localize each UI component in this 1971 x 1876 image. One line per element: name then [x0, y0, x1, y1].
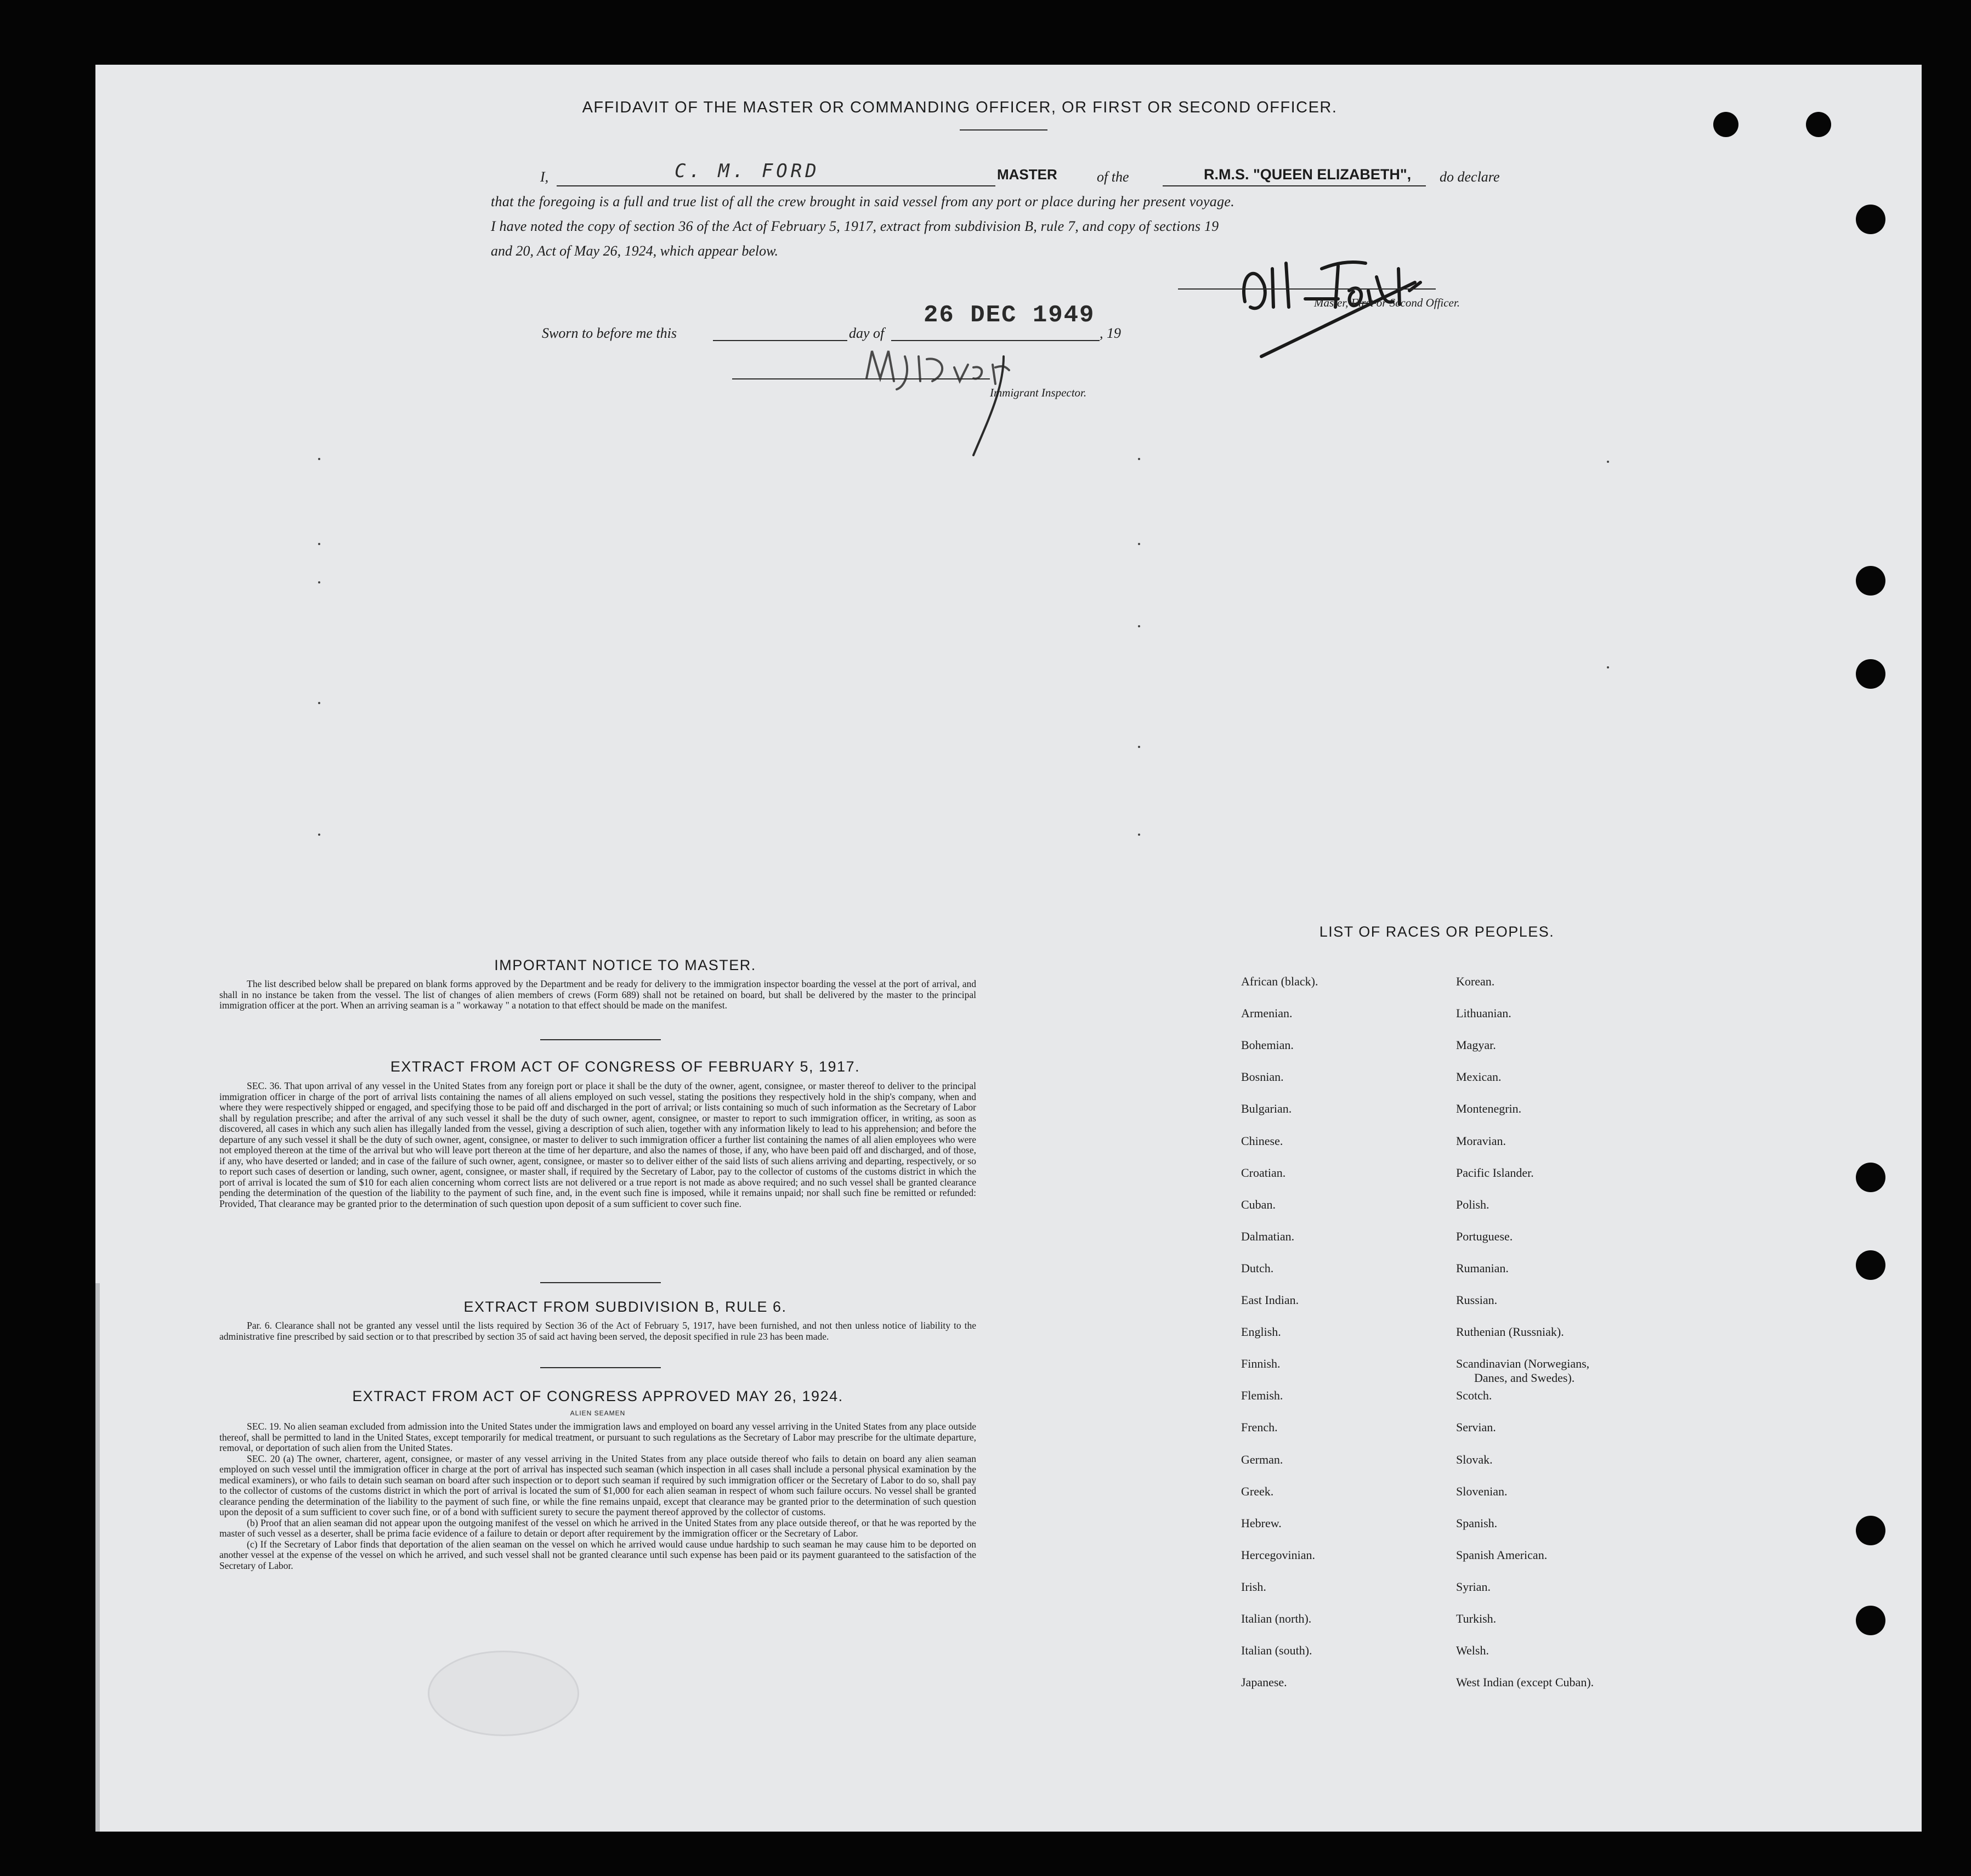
race-scandinavian-continued: Danes, and Swedes). [1474, 1371, 1575, 1385]
race-item: French. [1241, 1420, 1278, 1435]
race-item: Chinese. [1241, 1133, 1283, 1148]
race-item: Slovenian. [1456, 1484, 1508, 1498]
race-item: Rumanian. [1456, 1261, 1509, 1275]
rule-6-text: Par. 6. Clearance shall not be granted any vessel until the lists required by Section 36 of the Act of February 5, 1917, have been furnished, and not then unless notice of liability to the administrative fine prescribed by said section or to that prescribed by section 35 of said act having been served, the deposit specified in rule 23 has been made. [219, 1320, 976, 1342]
punch-hole [1856, 205, 1885, 234]
inspector-signature-line [732, 378, 990, 379]
race-item: East Indian. [1241, 1293, 1299, 1307]
affidavit-line-4: and 20, Act of May 26, 1924, which appear below. [491, 243, 779, 259]
section-19-text: SEC. 19. No alien seaman excluded from admission into the United States under the immigration laws and employed on board any vessel arriving in the United States from any place outside thereof, shall be permitted to land in the United States, except temporarily for medical treatment, or pursuant to such regulations as the Secretary of Labor may prescribe for the ultimate departure, removal, or deportation of such alien from the United States. [219, 1421, 976, 1453]
race-item: Ruthenian (Russniak). [1456, 1325, 1564, 1339]
race-item: Lithuanian. [1456, 1006, 1511, 1021]
race-item: Slovak. [1456, 1452, 1493, 1466]
notice-rule [540, 1039, 661, 1040]
races-title: LIST OF RACES OR PEOPLES. [1319, 923, 1555, 940]
paper-edge-shadow [95, 1283, 100, 1832]
race-item: German. [1241, 1452, 1283, 1466]
race-item: Hebrew. [1241, 1516, 1282, 1530]
extract-rule6-body [219, 1320, 976, 1342]
punch-hole [1713, 112, 1738, 137]
race-item: Italian (south). [1241, 1643, 1312, 1658]
race-item: Armenian. [1241, 1006, 1293, 1021]
race-item: Spanish American. [1456, 1548, 1548, 1562]
race-item: West Indian (except Cuban). [1456, 1675, 1594, 1690]
scan-speck [1138, 458, 1140, 460]
inspector-signature [856, 340, 1042, 461]
race-item: Italian (north). [1241, 1612, 1312, 1625]
race-item: Turkish. [1456, 1612, 1497, 1625]
race-item: Cuban. [1241, 1197, 1276, 1211]
race-item: Hercegovinian. [1241, 1548, 1315, 1562]
punch-hole [1856, 566, 1885, 596]
scan-speck [318, 702, 320, 704]
race-item: English. [1241, 1325, 1281, 1339]
race-item: Welsh. [1456, 1643, 1489, 1658]
section-20b-text: (b) Proof that an alien seaman did not appear upon the outgoing manifest of the vessel on which he arrived in the United States from any place outside thereof, or that he was reported by the master of such vessel as a deserter, shall be prima facie evidence of a failure to detain or deport after requirement by the immigration officer or the Secretary of Labor. [219, 1517, 976, 1539]
section-20c-text: (c) If the Secretary of Labor finds that deportation of the alien seaman on the vessel on which he arrived would cause undue hardship to such seaman he may cause him to be deported on another vessel at the expense of the vessel on which he arrived, and such vessel shall not be granted clearance until such expense has been paid or its payment guaranteed to the satisfaction of the Secretary of Labor. [219, 1538, 976, 1571]
scan-speck [318, 543, 320, 545]
race-item: Flemish. [1241, 1388, 1283, 1403]
race-item: Polish. [1456, 1197, 1489, 1211]
race-item: Finnish. [1241, 1357, 1281, 1371]
declare-text: do declare [1440, 169, 1500, 185]
of-the-text: of the [1097, 169, 1129, 185]
vessel-name: R.M.S. "QUEEN ELIZABETH", [1204, 166, 1412, 183]
race-item: Montenegrin. [1456, 1102, 1522, 1116]
scan-speck [1607, 666, 1609, 668]
race-item: Greek. [1241, 1484, 1274, 1498]
day-of-text: day of [849, 325, 885, 341]
race-item: Pacific Islander. [1456, 1165, 1534, 1180]
master-caption: Master, First or Second Officer. [1314, 296, 1460, 309]
year-prefix: , 19 [1100, 325, 1121, 341]
race-item: Russian. [1456, 1293, 1498, 1307]
affidavit-line-3: I have noted the copy of section 36 of the Act of February 5, 1917, extract from subdivision B, rule 7, and copy of sections 19 [491, 218, 1219, 234]
scan-speck [1138, 834, 1140, 836]
inspector-caption: Immigrant Inspector. [990, 386, 1087, 399]
sworn-text: Sworn to before me this [542, 325, 677, 341]
race-item: Servian. [1456, 1420, 1496, 1435]
notice-body [219, 979, 976, 1011]
race-item: Irish. [1241, 1579, 1266, 1594]
master-rank: MASTER [997, 166, 1057, 183]
punch-hole [1856, 1606, 1885, 1635]
scan-speck [1138, 746, 1140, 748]
vessel-line [1163, 185, 1426, 186]
race-item: Dutch. [1241, 1261, 1274, 1275]
extract-1924-body [219, 1421, 976, 1571]
race-item: Syrian. [1456, 1579, 1491, 1594]
race-item: Korean. [1456, 974, 1495, 988]
punch-hole [1856, 1250, 1885, 1280]
scan-speck [318, 458, 320, 460]
race-item: Japanese. [1241, 1675, 1287, 1690]
embossed-seal [428, 1651, 579, 1736]
affidavit-title: AFFIDAVIT OF THE MASTER OR COMMANDING OFFICER, OR FIRST OR SECOND OFFICER. [582, 99, 1338, 116]
punch-hole [1856, 1163, 1885, 1192]
sworn-day-line [713, 340, 847, 341]
notice-title: IMPORTANT NOTICE TO MASTER. [494, 957, 756, 973]
race-item: Scandinavian (Norwegians, [1456, 1357, 1590, 1371]
affidavit-line-2: that the foregoing is a full and true list of all the crew brought in said vessel from any port or place during her present voyage. [491, 194, 1235, 209]
scan-speck [318, 834, 320, 836]
affidavit-prefix: I, [540, 169, 549, 185]
extract-rule6-title: EXTRACT FROM SUBDIVISION B, RULE 6. [463, 1299, 787, 1315]
extract-1924-subtitle: ALIEN SEAMEN [570, 1409, 626, 1417]
race-item: Bohemian. [1241, 1038, 1294, 1052]
punch-hole [1856, 659, 1885, 689]
extract-1917-rule [540, 1282, 661, 1283]
date-stamp: 26 DEC 1949 [924, 302, 1095, 329]
scan-speck [1138, 543, 1140, 545]
extract-1917-body [219, 1081, 976, 1209]
master-caption-strike [1352, 303, 1376, 304]
race-item: Mexican. [1456, 1070, 1502, 1084]
extract-1924-title: EXTRACT FROM ACT OF CONGRESS APPROVED MAY 26, 1924. [352, 1388, 843, 1404]
punch-hole [1806, 112, 1831, 137]
race-item: Dalmatian. [1241, 1229, 1295, 1243]
race-item: Bulgarian. [1241, 1102, 1292, 1116]
section-36-text: SEC. 36. That upon arrival of any vessel in the United States from any foreign port or place it shall be the duty of the owner, agent, consignee, or master thereof to deliver to the principal immigration officer in charge of the port of arrival lists containing the names of all aliens employed on such vessel, stating the positions they respectively hold in the ship's company, when and where they were respectively shipped or engaged, and specifying those to be paid off and discharged in the port of arrival; or lists containing so much of such information as the Secretary of Labor shall by regulation prescribe; and after the arrival of any such vessel it shall be the duty of such owner, agent, consignee, or master to report to such immigration officer, in writing, as soon as discovered, all cases in which any such alien has illegally landed from the vessel, giving a description of such alien, together with any information likely to lead to his apprehension; and before the departure of any such vessel it shall be the duty of such owner, agent, consignee, or master to deliver to such immigration officer a further list containing the names of all alien employees who were not employed thereon at the time of the arrival but who will leave port thereon at the time of her departure, and also the names of those, if any, who have been paid off and discharged, and of those, if any, who have deserted or landed; and in case of the failure of such owner, agent, consignee, or master so to deliver either of the said lists of such aliens arriving and departing, respectively, or so to report such cases of desertion or landing, such owner, agent, consignee, or master shall, if required by the Secretary of Labor, pay to the collector of customs of the customs district in which the port of arrival is located the sum of $10 for each alien concerning whom correct lists are not delivered or a true report is not made as above required; and no such vessel shall be granted clearance pending the determination of the question of the liability to the payment of such fine, and, in the event such fine is imposed, while it remains unpaid; nor shall such fine be remitted or refunded: Provided, That clearance may be granted prior to the determination of such question upon deposit of a sum sufficient to cover such fine. [219, 1080, 976, 1209]
scan-speck [1138, 625, 1140, 627]
master-name-handwritten: C. M. FORD [675, 160, 820, 182]
scan-speck [318, 581, 320, 583]
scan-speck [1607, 461, 1609, 463]
extract-rule6-rule [540, 1367, 661, 1368]
section-20a-text: SEC. 20 (a) The owner, charterer, agent, consignee, or master of any vessel arriving in the United States from any place outside thereof who fails to detain on board any alien seaman employed on such vessel until the immigration officer in charge at the port of arrival has inspected such seaman (which inspection in all cases shall include a personal physical examination by the medical examiners), or who fails to detain such seaman on board after such inspection or to deport such seaman if required by such immigration officer or the Secretary of Labor to do so, shall pay to the collector of customs of the customs district in which the port of arrival is located the sum of $1,000 for each alien seaman in respect of whom such failure occurs. No vessel shall be granted clearance pending the determination of the liability to the payment of such fine, or while the fine remains unpaid, except that clearance may be granted prior to the determination of such question upon the deposit of a sum sufficient to cover such fine, or of a bond with sufficient surety to secure the payment thereof approved by the collector of customs. [219, 1453, 976, 1517]
race-item: Croatian. [1241, 1165, 1286, 1180]
master-name-line [557, 185, 995, 186]
notice-paragraph: The list described below shall be prepared on blank forms approved by the Department and be ready for delivery to the immigration inspector boarding the vessel at the port of arrival, and shall in no instance be taken from the vessel. The list of changes of alien members of crews (Form 689) shall not be retained on board, but shall be delivered by the master to the principal immigration officer at the port. When an arriving seaman is a " workaway " a notation to that effect should be made on the manifest. [219, 978, 976, 1011]
extract-1917-title: EXTRACT FROM ACT OF CONGRESS OF FEBRUARY 5, 1917. [390, 1058, 860, 1075]
race-item: Portuguese. [1456, 1229, 1513, 1243]
race-item: Bosnian. [1241, 1070, 1284, 1084]
race-item: African (black). [1241, 974, 1318, 988]
race-item: Magyar. [1456, 1038, 1496, 1052]
race-item: Spanish. [1456, 1516, 1498, 1530]
master-signature-line [1178, 288, 1436, 290]
race-item: Moravian. [1456, 1133, 1506, 1148]
race-item: Scotch. [1456, 1388, 1492, 1403]
title-rule [960, 129, 1047, 131]
punch-hole [1856, 1516, 1885, 1545]
